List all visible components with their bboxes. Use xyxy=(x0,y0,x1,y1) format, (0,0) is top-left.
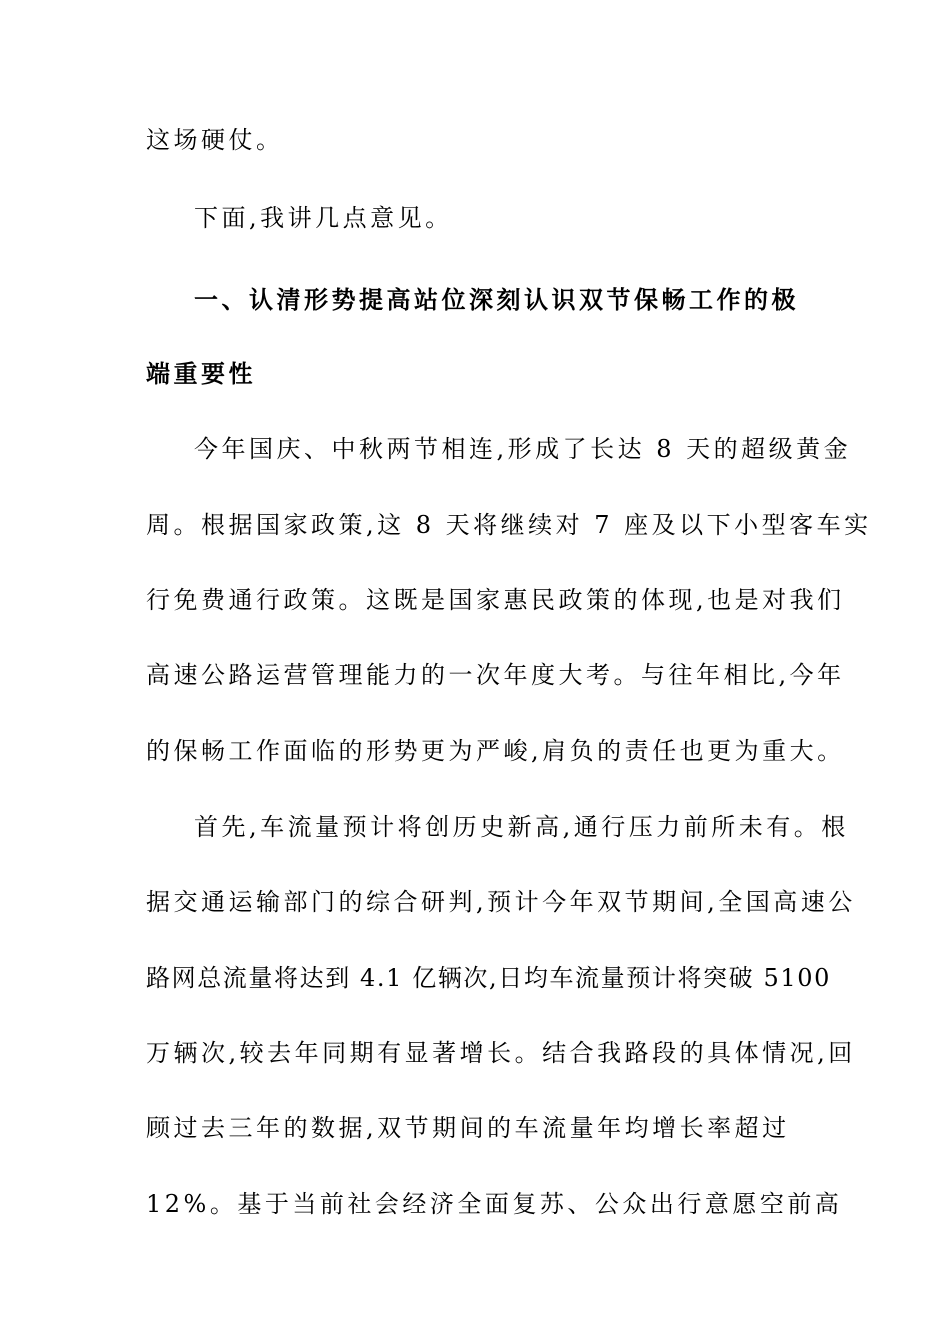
paragraph-line: 万辆次,较去年同期有显著增长。结合我路段的具体情况,回 xyxy=(146,1039,856,1067)
paragraph-line: 据交通运输部门的综合研判,预计今年双节期间,全国高速公 xyxy=(146,888,856,916)
paragraph-line: 首先,车流量预计将创历史新高,通行压力前所未有。根 xyxy=(194,813,849,841)
paragraph-line: 周。根据国家政策,这 8 天将继续对 7 座及以下小型客车实 xyxy=(146,511,872,539)
paragraph-line: 这场硬仗。 xyxy=(146,126,284,154)
paragraph-line: 顾过去三年的数据,双节期间的车流量年均增长率超过 xyxy=(146,1114,790,1142)
paragraph-line: 下面,我讲几点意见。 xyxy=(194,204,453,232)
section-heading: 端重要性 xyxy=(146,359,256,388)
paragraph-line: 行免费通行政策。这既是国家惠民政策的体现,也是对我们 xyxy=(146,586,845,614)
paragraph-line: 路网总流量将达到 4.1 亿辆次,日均车流量预计将突破 5100 xyxy=(146,964,831,992)
paragraph-line: 今年国庆、中秋两节相连,形成了长达 8 天的超级黄金 xyxy=(194,435,852,463)
paragraph-line: 高速公路运营管理能力的一次年度大考。与往年相比,今年 xyxy=(146,661,845,689)
paragraph-line: 的保畅工作面临的形势更为严峻,肩负的责任也更为重大。 xyxy=(146,737,845,765)
section-heading: 一、认清形势提高站位深刻认识双节保畅工作的极 xyxy=(194,285,799,314)
paragraph-line: 12%。基于当前社会经济全面复苏、公众出行意愿空前高 xyxy=(146,1190,843,1218)
